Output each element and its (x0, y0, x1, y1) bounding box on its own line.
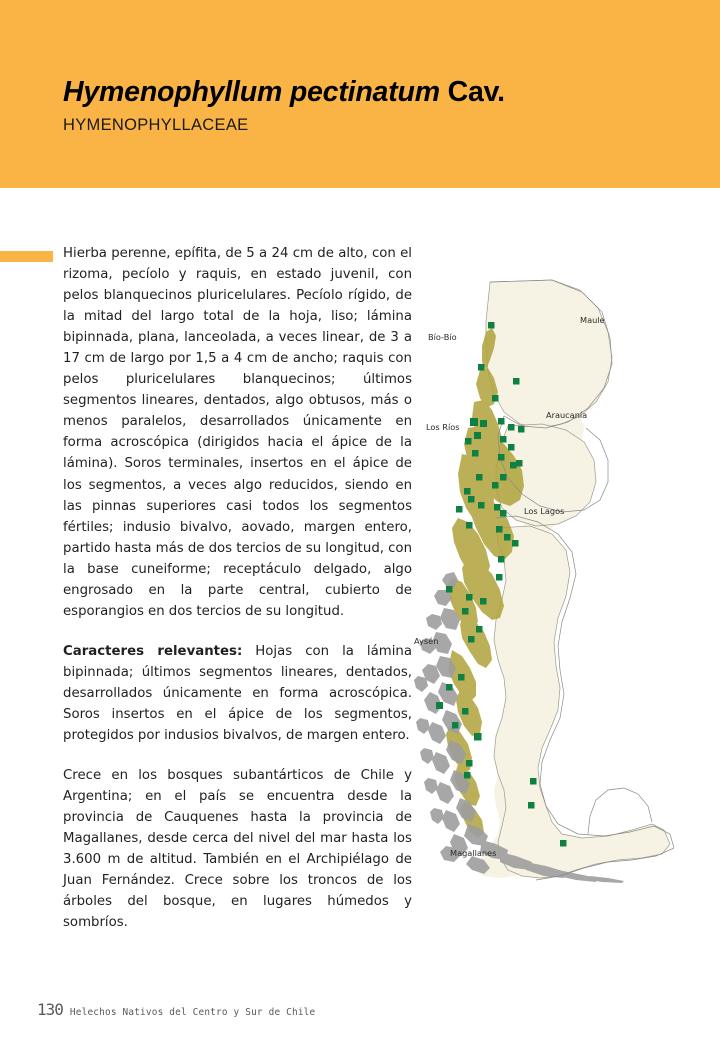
map-southern-mainland (494, 526, 670, 878)
page-footer (37, 1000, 315, 1019)
map-south-region (494, 526, 670, 878)
map-label-magallanes: Magallanes (450, 848, 497, 858)
map-north-regions (486, 280, 612, 428)
relevant-characters-text: Hojas con la lámina bipinnada; últimos segmentos lineares, dentados, desarrollados únicamente en forma acroscópica. Soros insertos en el ápice de los segmentos, protegidos por indusios bivalvos, de margen entero. (63, 643, 412, 744)
page-number: 130 (37, 1000, 63, 1019)
map-label-los-lagos: Los Lagos (524, 506, 565, 516)
description-text-column (63, 243, 412, 933)
map-label-maule: Maule (580, 315, 605, 325)
page-title (63, 76, 505, 109)
map-label-bio-bio: Bío-Bío (428, 332, 457, 342)
paragraph-marker-bar (0, 251, 53, 262)
map-label-aysen: Aysén (414, 636, 439, 646)
relevant-characters-label: Caracteres relevantes: (63, 643, 243, 659)
map-label-los-rios: Los Ríos (426, 422, 460, 432)
species-name: Hymenophyllum pectinatum (63, 76, 440, 108)
paragraph-description: Hierba perenne, epífita, de 5 a 24 cm de alto, con el rizoma, pecíolo y raquis, en estado juvenil, con pelos blanquecinos pluricelulares. Pecíolo rígido, de la mitad del largo total de la hoja, liso; lámina bipinnada, plana, lanceolada, a veces linear, de 3 a 17 cm de largo por 1,5 a 4 cm de ancho; raquis con pelos pluricelulares blanquecinos; últimos segmentos lineares, dentados, algo obtusos, más o menos paralelos, desarrollados únicamente en forma acroscópica (dirigidos hacia el ápice de la lámina). Soros terminales, insertos en el ápice de los segmentos, a veces algo reducidos, siendo en las pinnas superiores casi todos los segmentos fértiles; indusio bivalvo, aovado, margen entero, partido hasta más de dos tercios de su longitud, con la base cuneiforme; receptáculo delgado, algo engrosado en la parte central, cubierto de esporangios en dos tercios de su longitud. (63, 246, 412, 619)
header-banner (0, 0, 720, 188)
distribution-map (412, 278, 702, 883)
species-authority: Cav. (447, 76, 505, 108)
paragraph-relevant-characters (63, 641, 412, 746)
family-name: HYMENOPHYLLACEAE (63, 116, 249, 134)
map-label-araucania: Araucanía (546, 410, 588, 420)
map-svg (412, 278, 702, 883)
paragraph-distribution: Crece en los bosques subantárticos de Chile y Argentina; en el país se encuentra desde la provincia de Cauquenes hasta la provincia de Magallanes, desde cerca del nivel del mar hasta los 3.600 m de altitud. También en el Archipiélago de Juan Fernández. Crece sobre los troncos de los árboles del bosque, en lugares húmedos y sombríos. (63, 768, 412, 931)
book-title: Helechos Nativos del Centro y Sur de Chile (69, 1007, 316, 1018)
